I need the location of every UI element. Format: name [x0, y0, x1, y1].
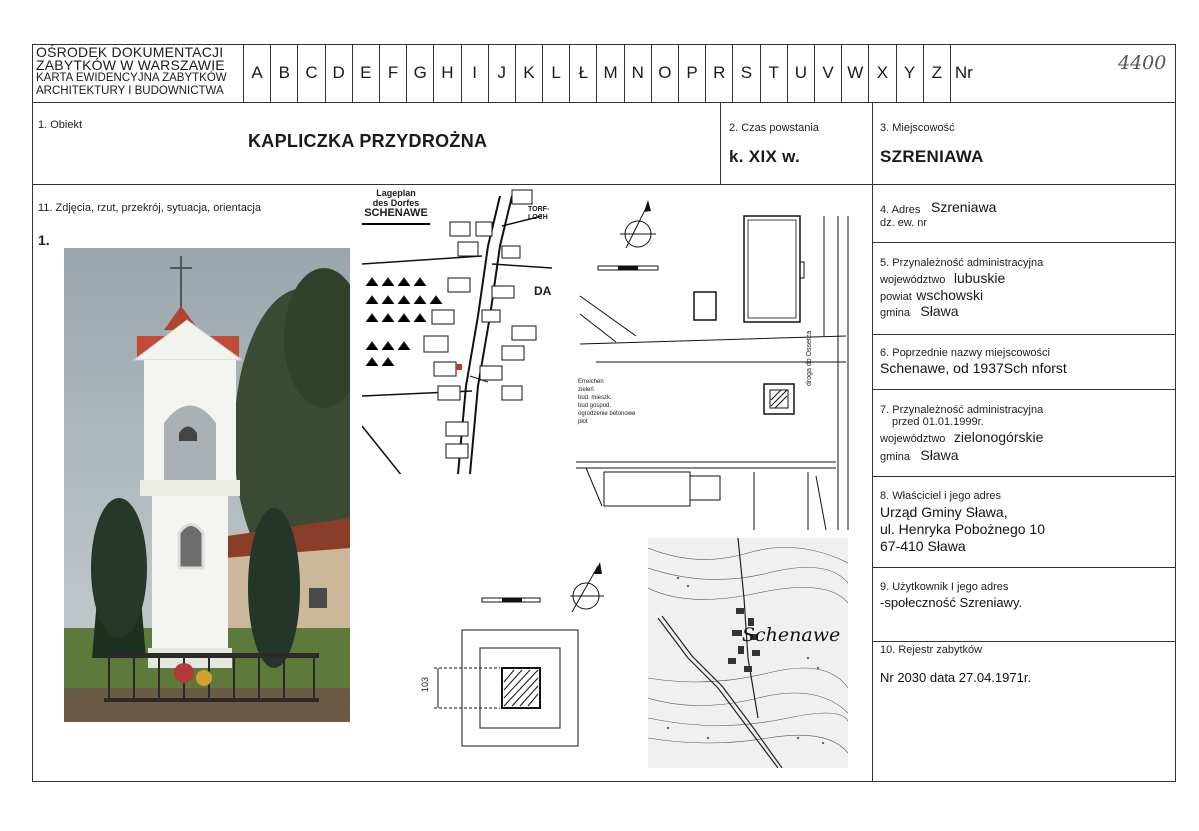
- institution-line4: ARCHITEKTURY I BUDOWNICTWA: [36, 85, 224, 97]
- institution-line3: KARTA EWIDENCYJNA ZABYTKÓW: [36, 72, 227, 84]
- floor-plan: [420, 560, 620, 760]
- chapel-photo: [64, 248, 350, 722]
- index-letter: D: [325, 44, 352, 102]
- admin-before-label: 7. Przynależność administracyjna: [880, 404, 1044, 416]
- legend-item: bud. mieszk.: [578, 395, 612, 401]
- village-plan: [362, 186, 552, 474]
- admin-county-label: powiat: [880, 291, 912, 303]
- plan-tag-da: DA: [534, 284, 552, 298]
- index-letters-row: [243, 44, 1124, 102]
- index-letter: Z: [923, 44, 950, 102]
- object-value: KAPLICZKA PRZYDROŻNA: [248, 131, 488, 151]
- institution-header: [36, 46, 227, 98]
- dimension-label: 103: [420, 676, 430, 692]
- user-label: 9. Użytkownik I jego adres: [880, 581, 1009, 593]
- legend-title: Erreichen: [578, 379, 604, 385]
- owner-address: [880, 504, 1045, 555]
- admin-county-value: wschowski: [916, 287, 984, 303]
- legend-item: ogrodzenie betonowe: [578, 411, 636, 417]
- photos-label: 11. Zdjęcia, rzut, przekrój, sytuacja, orientacja: [38, 202, 261, 214]
- handwritten-number: 4400: [1118, 52, 1167, 74]
- index-letter: C: [297, 44, 324, 102]
- index-letter: X: [868, 44, 895, 102]
- divider: [872, 476, 1176, 477]
- index-letter: Y: [896, 44, 923, 102]
- object-label: 1. Obiekt: [38, 119, 83, 131]
- registry-label: 10. Rejestr zabytków: [880, 644, 983, 656]
- address-label: [880, 204, 920, 216]
- divider: [720, 102, 721, 184]
- institution-line2: ZABYTKÓW W WARSZAWIE: [36, 57, 225, 73]
- admin-commune: [880, 303, 959, 321]
- divider: [32, 102, 1176, 103]
- index-letter: L: [542, 44, 569, 102]
- admin-before-voivodeship-label: województwo: [880, 433, 946, 445]
- road-label: droga do Ossetca: [806, 330, 813, 386]
- legend-item: bud gospod.: [578, 403, 612, 409]
- chapel-photo-image: [64, 248, 350, 722]
- index-letter: P: [678, 44, 705, 102]
- owner-line2: ul. Henryka Pobożnego 10: [880, 521, 1045, 537]
- divider: [872, 389, 1176, 390]
- plan-tag-torf-line1: TORF-: [528, 206, 550, 213]
- date-value: k. XIX w.: [729, 147, 801, 166]
- index-letter: V: [814, 44, 841, 102]
- former-names-label: 6. Poprzednie nazwy miejscowości: [880, 347, 1050, 359]
- photo-number: 1.: [38, 232, 50, 248]
- former-names-value: Schenawe, od 1937Sch nforst: [880, 360, 1067, 376]
- plan-title-line1: Lageplan: [376, 188, 416, 198]
- owner-label: 8. Właściciel i jego adres: [880, 490, 1002, 502]
- owner-line3: 67-410 Sława: [880, 538, 966, 554]
- registry-value: Nr 2030 data 27.04.1971r.: [880, 670, 1032, 685]
- divider: [872, 641, 1176, 642]
- index-letter: F: [379, 44, 406, 102]
- site-plan: [576, 186, 856, 530]
- address-sub: dz. ew. nr: [880, 217, 928, 229]
- place-value: SZRENIAWA: [880, 147, 984, 166]
- legend-item: zieleń: [578, 387, 594, 393]
- index-letter: H: [433, 44, 460, 102]
- floor-plan-drawing: [420, 560, 620, 760]
- index-letter: G: [406, 44, 433, 102]
- plan-title-line2: des Dorfes: [372, 198, 420, 208]
- owner-line1: Urząd Gminy Sława,: [880, 504, 1008, 520]
- index-letter: S: [732, 44, 759, 102]
- admin-commune-label: gmina: [880, 307, 910, 319]
- site-plan-drawing: [576, 186, 856, 530]
- index-letter: I: [461, 44, 488, 102]
- divider: [872, 102, 873, 782]
- admin-before-sub: przed 01.01.1999r.: [892, 416, 984, 428]
- topographic-map-image: [648, 538, 848, 768]
- index-letter: N: [624, 44, 651, 102]
- admin-before-voivodeship-value: zielonogórskie: [953, 429, 1044, 445]
- user-value: -społeczność Szreniawy.: [880, 595, 1023, 610]
- admin-voivodeship-value: lubuskie: [953, 270, 1006, 286]
- index-letter: T: [760, 44, 787, 102]
- admin-commune-value: Sława: [920, 303, 959, 319]
- index-letter: U: [787, 44, 814, 102]
- admin-before-commune-label: gmina: [880, 451, 910, 463]
- admin-label: 5. Przynależność administracyjna: [880, 257, 1044, 269]
- admin-voivodeship-label: województwo: [880, 274, 946, 286]
- divider: [872, 567, 1176, 568]
- place-label: 3. Miejscowość: [880, 122, 955, 134]
- index-letter: R: [705, 44, 732, 102]
- divider: [872, 334, 1176, 335]
- address-label-text: 4. Adres: [880, 204, 921, 216]
- admin-before-commune: [880, 447, 959, 465]
- legend-item: płot: [578, 419, 588, 425]
- index-letter: Ł: [569, 44, 596, 102]
- index-letter: W: [841, 44, 868, 102]
- divider: [872, 242, 1176, 243]
- plan-tag-torf-line2: LOCH: [528, 214, 548, 221]
- index-letter: E: [352, 44, 379, 102]
- village-plan-drawing: [362, 186, 552, 474]
- admin-before-voivodeship: [880, 429, 1043, 447]
- divider: [32, 184, 1176, 185]
- index-letter: O: [651, 44, 678, 102]
- plan-tag-torf: [528, 206, 549, 222]
- address-value: Szreniawa: [931, 199, 997, 215]
- date-label: 2. Czas powstania: [729, 122, 819, 134]
- admin-before-commune-value: Sława: [920, 447, 959, 463]
- admin-voivodeship: [880, 270, 1005, 288]
- index-letter: M: [596, 44, 623, 102]
- index-letter: Nr: [950, 44, 1124, 102]
- institution-line1: OŚRODEK DOKUMENTACJI: [36, 44, 224, 60]
- map-place-name: Schenawe: [742, 624, 841, 646]
- index-letter: B: [270, 44, 297, 102]
- site-legend: [578, 378, 635, 426]
- topographic-map: [648, 538, 848, 768]
- index-letter: J: [488, 44, 515, 102]
- plan-title: [362, 188, 430, 218]
- plan-title-line3: SCHENAWE: [364, 207, 428, 219]
- index-letter: A: [243, 44, 270, 102]
- index-letter: K: [515, 44, 542, 102]
